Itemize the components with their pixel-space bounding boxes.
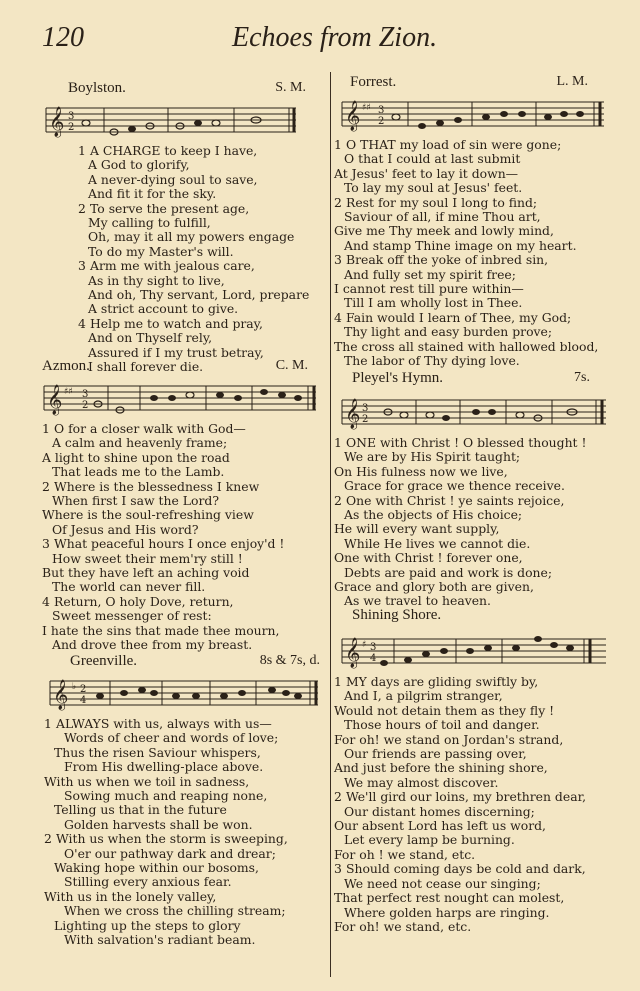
svg-text:2: 2 — [362, 414, 369, 425]
verse-number: 4 — [78, 315, 86, 331]
verse-line: When we cross the chilling stream; — [64, 903, 286, 919]
verse-line: We may almost discover. — [344, 774, 499, 790]
meter: 8s & 7s, d. — [259, 653, 320, 668]
hymn-greenville — [44, 653, 324, 948]
verse-line: For oh ! we stand, etc. — [334, 846, 476, 862]
verse-line-text: MY days are gliding swiftly by, — [346, 674, 539, 689]
verse-line: While He lives we cannot die. — [344, 535, 531, 551]
meter: C. M. — [275, 358, 308, 373]
verse-line: When first I saw the Lord? — [52, 493, 219, 509]
verse-line: I cannot rest till pure within— — [334, 281, 524, 297]
tune-name: Shining Shore. — [352, 607, 442, 623]
verse-line: A calm and heavenly frame; — [52, 435, 228, 451]
verse-line: A never-dying soul to save, — [88, 171, 258, 187]
tune-name: Pleyel's Hymn. — [352, 370, 444, 386]
verse-line: I shall forever die. — [88, 359, 204, 375]
music-staff — [48, 675, 324, 713]
music-staff — [340, 96, 612, 134]
verse-line: Sowing much and reaping none, — [64, 788, 268, 804]
verse-line — [78, 144, 312, 158]
verse-line: With us when we toil in sadness, — [44, 773, 250, 789]
verse-line: Those hours of toil and danger. — [344, 717, 540, 733]
verse-text — [334, 675, 614, 934]
verse-number: 1 — [42, 421, 50, 436]
verse-line — [42, 537, 324, 551]
svg-text:2: 2 — [378, 116, 385, 127]
verse-line: But they have left an aching void — [42, 565, 250, 581]
svg-text:3: 3 — [82, 389, 89, 400]
verse-text — [44, 717, 324, 948]
verse-line: Grace for grace we thence receive. — [344, 478, 565, 494]
verse-line: As the objects of His choice; — [344, 507, 523, 523]
verse-line-text: O for a closer walk with God— — [54, 421, 246, 436]
verse-number: 3 — [334, 252, 342, 268]
verse-line: Would not detain them as they fly ! — [334, 702, 555, 718]
verse-line: Thy light and easy burden prove; — [344, 324, 553, 340]
verse-line: Grace and glory both are given, — [334, 579, 534, 595]
svg-text:♯♯: ♯♯ — [362, 103, 371, 113]
verse-line: And I, a pilgrim stranger, — [344, 688, 503, 704]
verse-line-text: With us when the storm is sweeping, — [56, 831, 288, 847]
verse-number: 1 — [44, 716, 52, 731]
verse-line: Our friends are passing over, — [344, 746, 527, 762]
verse-line — [42, 480, 324, 494]
verse-number: 2 — [78, 200, 86, 216]
meter: L. M. — [556, 74, 588, 89]
verse-line: To lay my soul at Jesus' feet. — [344, 180, 523, 196]
verse-text — [78, 144, 312, 375]
verse-line-text: One with Christ ! ye saints rejoice, — [346, 492, 565, 508]
verse-line-text: O THAT my load of sin were gone; — [346, 137, 562, 152]
verse-line: Let every lamp be burning. — [344, 832, 515, 848]
verse-line — [334, 253, 614, 267]
verse-line: O'er our pathway dark and drear; — [64, 845, 276, 861]
verse-number: 2 — [334, 194, 342, 210]
tune-name: Forrest. — [350, 74, 397, 90]
verse-number: 4 — [42, 593, 50, 609]
verse-number: 1 — [334, 435, 342, 450]
verse-line: Debts are paid and work is done; — [344, 564, 553, 580]
verse-line: On His fulness now we live, — [334, 463, 508, 479]
svg-text:𝄞: 𝄞 — [47, 385, 63, 415]
verse-line: Thus the risen Saviour whispers, — [54, 744, 261, 760]
verse-line: And fit it for the sky. — [88, 186, 217, 202]
verse-number: 2 — [44, 831, 52, 847]
verse-text — [334, 138, 614, 369]
verse-line: Waking hope within our bosoms, — [54, 860, 259, 876]
verse-number: 1 — [334, 674, 342, 689]
verse-line: Of Jesus and His word? — [52, 521, 199, 537]
verse-line — [44, 717, 324, 731]
svg-text:♯♯: ♯♯ — [64, 387, 73, 397]
verse-line: One with Christ ! forever one, — [334, 550, 523, 566]
verse-line: As we travel to heaven. — [344, 593, 491, 609]
verse-line: That leads me to the Lamb. — [52, 464, 225, 480]
svg-text:2: 2 — [82, 400, 89, 411]
verse-line: Till I am wholly lost in Thee. — [344, 295, 523, 311]
verse-line — [334, 196, 614, 210]
verse-number: 3 — [78, 258, 86, 274]
verse-line-text: Return, O holy Dove, return, — [54, 593, 234, 609]
verse-number: 2 — [334, 789, 342, 805]
verse-line: And on Thyself rely, — [88, 330, 213, 346]
verse-line — [78, 259, 312, 273]
tune-name: Boylston. — [68, 80, 126, 96]
column-divider — [330, 72, 331, 977]
verse-line — [334, 790, 614, 804]
page-header — [0, 0, 640, 60]
verse-line: Saviour of all, if mine Thou art, — [344, 209, 541, 225]
verse-line: We are by His Spirit taught; — [344, 449, 521, 465]
verse-line: A God to glorify, — [88, 157, 190, 173]
verse-line-text: Where is the blessedness I knew — [54, 478, 260, 494]
verse-line-text: What peaceful hours I once enjoy'd ! — [54, 536, 285, 552]
verse-line: And just before the shining shore, — [334, 760, 548, 776]
svg-text:4: 4 — [80, 695, 87, 706]
verse-line-text: Arm me with jealous care, — [90, 258, 255, 274]
music-staff — [42, 380, 320, 418]
verse-line — [334, 436, 614, 450]
verse-number: 2 — [334, 492, 342, 508]
verse-line: As in thy sight to live, — [88, 272, 225, 288]
verse-line — [42, 422, 324, 436]
verse-line: And oh, Thy servant, Lord, prepare — [88, 287, 310, 303]
verse-line — [334, 138, 614, 152]
verse-line: The labor of Thy dying love. — [344, 353, 520, 369]
verse-line — [42, 595, 324, 609]
svg-text:3: 3 — [362, 403, 369, 414]
verse-line-text: Should coming days be cold and dark, — [346, 861, 586, 877]
verse-line: The world can never fill. — [52, 579, 206, 595]
music-staff — [340, 629, 614, 673]
verse-line: For oh! we stand, etc. — [334, 918, 472, 934]
verse-number: 2 — [42, 478, 50, 494]
verse-line: Stilling every anxious fear. — [64, 874, 232, 890]
svg-text:𝄞: 𝄞 — [49, 107, 65, 137]
hymn-shining-shore — [334, 607, 614, 934]
verse-line: Words of cheer and words of love; — [64, 730, 279, 746]
verse-line — [334, 311, 614, 325]
verse-line-text: Break off the yoke of inbred sin, — [346, 252, 549, 268]
svg-text:3: 3 — [370, 642, 377, 653]
verse-line — [334, 862, 614, 876]
verse-line — [78, 317, 312, 331]
verse-line — [334, 675, 614, 689]
svg-text:𝄞: 𝄞 — [345, 638, 361, 668]
verse-line: And fully set my spirit free; — [344, 266, 516, 282]
verse-line: We need not cease our singing; — [344, 875, 541, 891]
hymn-pleyel — [334, 370, 614, 609]
tune-name: Azmon. — [42, 358, 90, 374]
hymn-azmon — [42, 358, 324, 653]
svg-text:𝄞: 𝄞 — [345, 101, 361, 131]
verse-line: From His dwelling-place above. — [64, 759, 264, 775]
hymn-forrest — [334, 74, 614, 369]
verse-line: How sweet their mem'ry still ! — [52, 550, 243, 566]
svg-text:2: 2 — [80, 684, 87, 695]
verse-line — [78, 202, 312, 216]
svg-text:3: 3 — [378, 105, 385, 116]
verse-line-text: A CHARGE to keep I have, — [90, 143, 258, 158]
verse-line: Where golden harps are ringing. — [344, 904, 550, 920]
verse-line: With us in the lonely valley, — [44, 888, 217, 904]
verse-line: A strict account to give. — [88, 301, 239, 317]
verse-line: Our distant homes discerning; — [344, 803, 535, 819]
verse-line: The cross all stained with hallowed blood, — [334, 338, 599, 354]
verse-line: Assured if I my trust betray, — [88, 344, 264, 360]
verse-line: Golden harvests shall be won. — [64, 816, 253, 832]
verse-line-text: Fain would I learn of Thee, my God; — [346, 309, 572, 325]
verse-line-text: ALWAYS with us, always with us— — [56, 716, 272, 731]
verse-line: Our absent Lord has left us word, — [334, 818, 546, 834]
verse-line: Where is the soul-refreshing view — [42, 507, 254, 523]
verse-line: For oh! we stand on Jordan's strand, — [334, 731, 564, 747]
music-staff — [340, 392, 614, 432]
verse-line-text: We'll gird our loins, my brethren dear, — [346, 789, 587, 805]
verse-line: That perfect rest nought can molest, — [334, 890, 565, 906]
verse-number: 3 — [334, 861, 342, 877]
verse-line: At Jesus' feet to lay it down— — [334, 165, 519, 181]
verse-line-text: ONE with Christ ! O blessed thought ! — [346, 435, 587, 450]
verse-line-text: To serve the present age, — [90, 200, 250, 216]
svg-text:3: 3 — [68, 111, 75, 122]
music-staff — [38, 102, 300, 140]
verse-line: To do my Master's will. — [88, 243, 234, 259]
svg-text:♯: ♯ — [362, 640, 367, 650]
verse-line: Sweet messenger of rest: — [52, 608, 212, 624]
verse-number: 4 — [334, 309, 342, 325]
svg-text:𝄞: 𝄞 — [53, 680, 69, 710]
page-number: 120 — [42, 22, 84, 53]
verse-line: A light to shine upon the road — [42, 449, 230, 465]
svg-text:𝄞: 𝄞 — [345, 399, 361, 429]
verse-line: And drove thee from my breast. — [52, 637, 253, 653]
verse-line-text: Rest for my soul I long to find; — [346, 194, 538, 210]
svg-text:4: 4 — [370, 653, 377, 664]
verse-line — [44, 832, 324, 846]
verse-line-text: Help me to watch and pray, — [90, 315, 263, 331]
verse-line: I hate the sins that made thee mourn, — [42, 622, 280, 638]
verse-line: Lighting up the steps to glory — [54, 917, 241, 933]
verse-text — [42, 422, 324, 653]
tune-name: Greenville. — [70, 653, 138, 669]
verse-line: O that I could at last submit — [344, 151, 521, 167]
verse-line: He will every want supply, — [334, 521, 500, 537]
verse-number: 3 — [42, 536, 50, 552]
verse-line: Telling us that in the future — [54, 802, 227, 818]
verse-line: With salvation's radiant beam. — [64, 932, 256, 948]
meter: 7s. — [574, 370, 590, 385]
verse-line — [334, 494, 614, 508]
verse-line: And stamp Thine image on my heart. — [344, 237, 577, 253]
verse-line: Oh, may it all my powers engage — [88, 229, 295, 245]
verse-number: 1 — [78, 143, 86, 158]
verse-line: My calling to fulfill, — [88, 215, 211, 231]
meter: S. M. — [275, 80, 306, 95]
verse-text — [334, 436, 614, 609]
verse-line: Give me Thy meek and lowly mind, — [334, 223, 554, 239]
svg-text:♭: ♭ — [72, 682, 77, 692]
svg-text:2: 2 — [68, 122, 75, 133]
running-title: Echoes from Zion. — [232, 22, 438, 53]
verse-number: 1 — [334, 137, 342, 152]
